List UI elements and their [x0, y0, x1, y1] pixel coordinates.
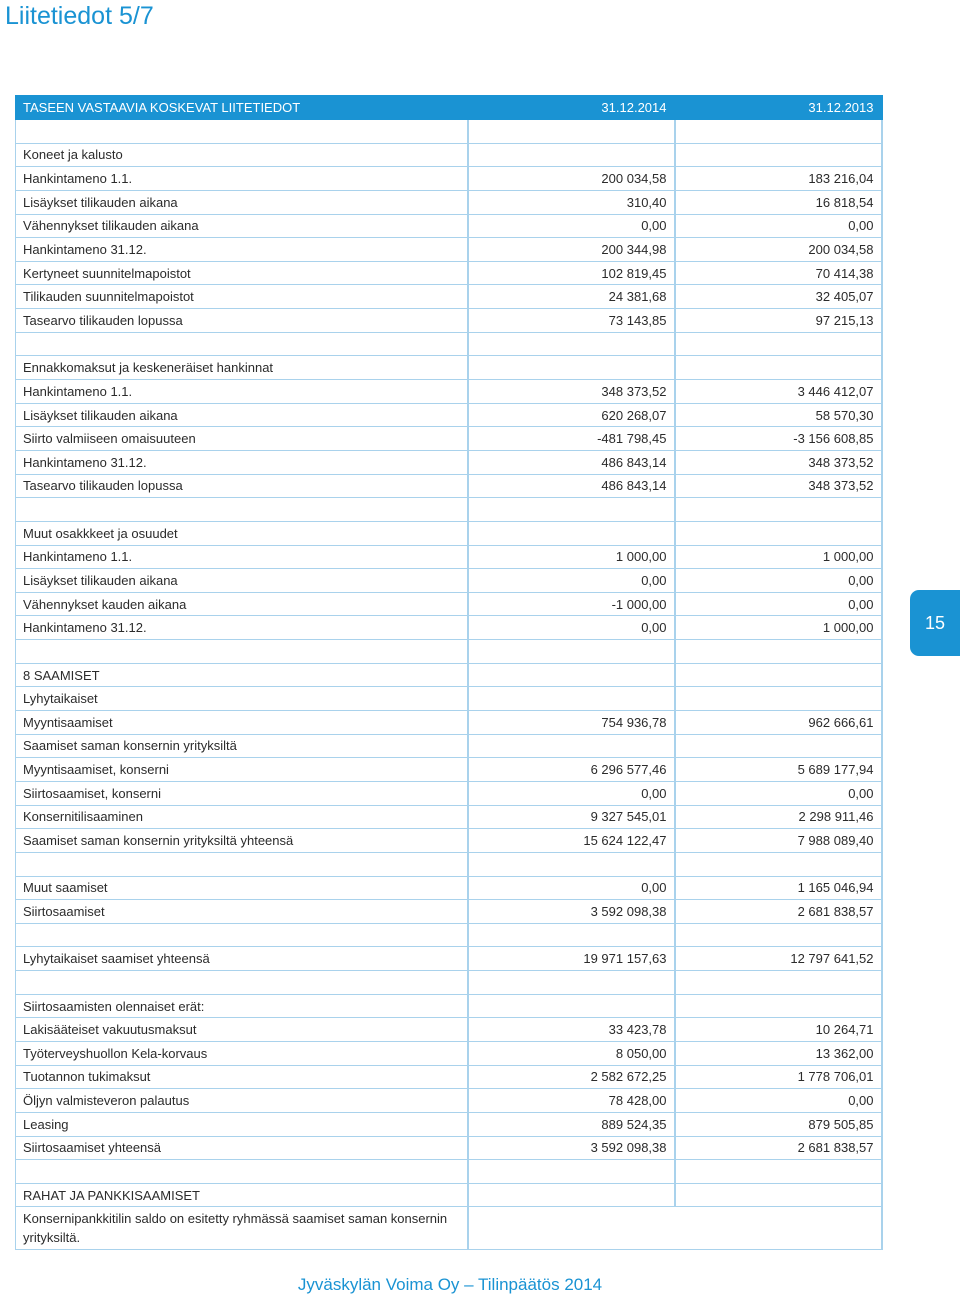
row-label — [16, 852, 468, 876]
value-2014 — [468, 852, 675, 876]
value-2013 — [675, 498, 882, 522]
header-title: TASEEN VASTAAVIA KOSKEVAT LIITETIEDOT — [16, 95, 468, 120]
table-row — [16, 852, 882, 876]
value-2013 — [675, 923, 882, 947]
table-row — [16, 545, 882, 569]
table-row — [16, 687, 882, 711]
value-2013: 0,00 — [675, 592, 882, 616]
value-2013: 0,00 — [675, 1089, 882, 1113]
table-row — [16, 734, 882, 758]
value-2014: 3 592 098,38 — [468, 1136, 675, 1160]
table-row — [16, 214, 882, 238]
value-2013: 1 000,00 — [675, 616, 882, 640]
value-2013: 70 414,38 — [675, 261, 882, 285]
value-2013: 10 264,71 — [675, 1018, 882, 1042]
value-2014: 486 843,14 — [468, 450, 675, 474]
table-row — [16, 947, 882, 971]
value-2014 — [468, 332, 675, 356]
value-2014: 15 624 122,47 — [468, 829, 675, 853]
value-2014: 0,00 — [468, 214, 675, 238]
row-label: Hankintameno 1.1. — [16, 380, 468, 404]
value-2014: 6 296 577,46 — [468, 758, 675, 782]
page-title: Liitetiedot 5/7 — [5, 2, 154, 30]
row-label — [16, 332, 468, 356]
table-row — [16, 663, 882, 687]
header-year-2014: 31.12.2014 — [468, 95, 675, 120]
row-label: Muut osakkkeet ja osuudet — [16, 521, 468, 545]
table-row — [16, 758, 882, 782]
value-2014: 1 000,00 — [468, 545, 675, 569]
row-label — [16, 640, 468, 664]
row-label — [16, 923, 468, 947]
row-label: Siirtosaamiset yhteensä — [16, 1136, 468, 1160]
value-2013 — [675, 521, 882, 545]
value-2013: 2 681 838,57 — [675, 900, 882, 924]
value-2013: 16 818,54 — [675, 190, 882, 214]
table-row — [16, 1183, 882, 1207]
value-2013 — [675, 971, 882, 995]
value-2013 — [675, 994, 882, 1018]
row-label: Hankintameno 1.1. — [16, 167, 468, 191]
value-2014: 78 428,00 — [468, 1089, 675, 1113]
value-2013 — [675, 852, 882, 876]
value-2014: 0,00 — [468, 781, 675, 805]
value-2013: -3 156 608,85 — [675, 427, 882, 451]
value-2013 — [675, 1160, 882, 1184]
table-row — [16, 1065, 882, 1089]
value-2014 — [468, 734, 675, 758]
row-label: Siirtosaamiset, konserni — [16, 781, 468, 805]
value-2014: 310,40 — [468, 190, 675, 214]
row-label — [16, 1160, 468, 1184]
value-2014 — [468, 971, 675, 995]
table-row — [16, 592, 882, 616]
value-2013: 32 405,07 — [675, 285, 882, 309]
value-2013: 200 034,58 — [675, 238, 882, 262]
value-2013: 183 216,04 — [675, 167, 882, 191]
table-row — [16, 1136, 882, 1160]
note-text: Konsernipankkitilin saldo on esitetty ryhmässä saamiset saman konsernin yrityksiltä. — [16, 1207, 468, 1250]
value-2014 — [468, 120, 675, 144]
note-row — [16, 1207, 882, 1250]
value-2014 — [468, 994, 675, 1018]
value-2014 — [468, 143, 675, 167]
table-row — [16, 332, 882, 356]
table-row — [16, 238, 882, 262]
value-2013 — [675, 663, 882, 687]
row-label: Työterveyshuollon Kela-korvaus — [16, 1041, 468, 1065]
table-row — [16, 616, 882, 640]
value-2014: 348 373,52 — [468, 380, 675, 404]
table-row — [16, 521, 882, 545]
table-row — [16, 569, 882, 593]
row-label: Tilikauden suunnitelmapoistot — [16, 285, 468, 309]
value-2013: 0,00 — [675, 214, 882, 238]
row-label: Lyhytaikaiset saamiset yhteensä — [16, 947, 468, 971]
row-label: RAHAT JA PANKKISAAMISET — [16, 1183, 468, 1207]
value-2013: 7 988 089,40 — [675, 829, 882, 853]
page-footer: Jyväskylän Voima Oy – Tilinpäätös 2014 — [297, 1275, 603, 1294]
value-2013: 348 373,52 — [675, 474, 882, 498]
table-row — [16, 403, 882, 427]
value-2014: 9 327 545,01 — [468, 805, 675, 829]
table-row — [16, 640, 882, 664]
table-row — [16, 781, 882, 805]
table-row — [16, 309, 882, 333]
row-label: Koneet ja kalusto — [16, 143, 468, 167]
value-2014 — [468, 1160, 675, 1184]
table-row — [16, 450, 882, 474]
row-label: Ennakkomaksut ja keskeneräiset hankinnat — [16, 356, 468, 380]
row-label: Hankintameno 31.12. — [16, 450, 468, 474]
table-row — [16, 427, 882, 451]
value-2014: 3 592 098,38 — [468, 900, 675, 924]
value-2013: 12 797 641,52 — [675, 947, 882, 971]
value-2013 — [675, 687, 882, 711]
row-label: Saamiset saman konsernin yrityksiltä yhteensä — [16, 829, 468, 853]
table-row — [16, 1112, 882, 1136]
value-2014: -1 000,00 — [468, 592, 675, 616]
table-row — [16, 1089, 882, 1113]
value-2013: 1 000,00 — [675, 545, 882, 569]
row-label: Hankintameno 31.12. — [16, 238, 468, 262]
row-label: Öljyn valmisteveron palautus — [16, 1089, 468, 1113]
row-label: Lisäykset tilikauden aikana — [16, 569, 468, 593]
table-row — [16, 143, 882, 167]
value-2013 — [675, 332, 882, 356]
row-label: Leasing — [16, 1112, 468, 1136]
table-row — [16, 380, 882, 404]
value-2013 — [675, 356, 882, 380]
row-label — [16, 498, 468, 522]
table-row — [16, 971, 882, 995]
table-row — [16, 261, 882, 285]
value-2014: 33 423,78 — [468, 1018, 675, 1042]
value-2014: 24 381,68 — [468, 285, 675, 309]
table-row — [16, 498, 882, 522]
table-row — [16, 923, 882, 947]
value-2014: 200 344,98 — [468, 238, 675, 262]
value-2014: 0,00 — [468, 616, 675, 640]
table-row — [16, 120, 882, 144]
value-2013 — [675, 734, 882, 758]
table-row — [16, 900, 882, 924]
value-2014 — [468, 521, 675, 545]
table-row — [16, 805, 882, 829]
value-2013 — [675, 640, 882, 664]
row-label: Vähennykset kauden aikana — [16, 592, 468, 616]
row-label: Hankintameno 31.12. — [16, 616, 468, 640]
value-2014 — [468, 498, 675, 522]
row-label: Myyntisaamiset, konserni — [16, 758, 468, 782]
value-2014: -481 798,45 — [468, 427, 675, 451]
row-label: Myyntisaamiset — [16, 711, 468, 735]
row-label: Tasearvo tilikauden lopussa — [16, 474, 468, 498]
value-2013: 5 689 177,94 — [675, 758, 882, 782]
table-row — [16, 876, 882, 900]
page-number-tab: 15 — [910, 590, 960, 656]
row-label: Siirtosaamisten olennaiset erät: — [16, 994, 468, 1018]
table-row — [16, 994, 882, 1018]
value-2013: 3 446 412,07 — [675, 380, 882, 404]
table-row — [16, 1018, 882, 1042]
row-label: Lyhytaikaiset — [16, 687, 468, 711]
value-2014: 8 050,00 — [468, 1041, 675, 1065]
value-2014: 486 843,14 — [468, 474, 675, 498]
value-2014: 754 936,78 — [468, 711, 675, 735]
value-2013: 1 778 706,01 — [675, 1065, 882, 1089]
row-label: Kertyneet suunnitelmapoistot — [16, 261, 468, 285]
row-label: Muut saamiset — [16, 876, 468, 900]
value-2013: 962 666,61 — [675, 711, 882, 735]
value-2013 — [675, 1183, 882, 1207]
row-label — [16, 971, 468, 995]
row-label: Hankintameno 1.1. — [16, 545, 468, 569]
row-label: Saamiset saman konsernin yrityksiltä — [16, 734, 468, 758]
table-row — [16, 356, 882, 380]
table-row — [16, 190, 882, 214]
table-header-row — [16, 95, 882, 120]
value-2013: 13 362,00 — [675, 1041, 882, 1065]
value-2014: 102 819,45 — [468, 261, 675, 285]
table-row — [16, 167, 882, 191]
row-label: Lisäykset tilikauden aikana — [16, 190, 468, 214]
value-2014: 0,00 — [468, 569, 675, 593]
value-2013 — [675, 120, 882, 144]
value-2013: 348 373,52 — [675, 450, 882, 474]
row-label: Tuotannon tukimaksut — [16, 1065, 468, 1089]
value-2014: 0,00 — [468, 876, 675, 900]
table-row — [16, 711, 882, 735]
row-label: Siirto valmiiseen omaisuuteen — [16, 427, 468, 451]
value-2014: 620 268,07 — [468, 403, 675, 427]
value-2013 — [675, 143, 882, 167]
row-label — [16, 120, 468, 144]
value-2014 — [468, 923, 675, 947]
value-2014: 2 582 672,25 — [468, 1065, 675, 1089]
table-row — [16, 474, 882, 498]
value-2014 — [468, 687, 675, 711]
row-label: Lakisääteiset vakuutusmaksut — [16, 1018, 468, 1042]
value-2014: 73 143,85 — [468, 309, 675, 333]
table-row — [16, 829, 882, 853]
table-row — [16, 1160, 882, 1184]
value-2013: 2 298 911,46 — [675, 805, 882, 829]
value-2013: 0,00 — [675, 569, 882, 593]
note-empty-cell — [468, 1207, 882, 1250]
value-2014 — [468, 663, 675, 687]
value-2014: 200 034,58 — [468, 167, 675, 191]
row-label: Lisäykset tilikauden aikana — [16, 403, 468, 427]
row-label: Tasearvo tilikauden lopussa — [16, 309, 468, 333]
value-2013: 97 215,13 — [675, 309, 882, 333]
row-label: Konsernitilisaaminen — [16, 805, 468, 829]
row-label: Siirtosaamiset — [16, 900, 468, 924]
value-2013: 1 165 046,94 — [675, 876, 882, 900]
value-2013: 879 505,85 — [675, 1112, 882, 1136]
row-label: Vähennykset tilikauden aikana — [16, 214, 468, 238]
header-year-2013: 31.12.2013 — [675, 95, 882, 120]
notes-table — [15, 95, 883, 1250]
row-label: 8 SAAMISET — [16, 663, 468, 687]
value-2014: 19 971 157,63 — [468, 947, 675, 971]
value-2014 — [468, 1183, 675, 1207]
value-2014 — [468, 640, 675, 664]
table-row — [16, 1041, 882, 1065]
value-2013: 58 570,30 — [675, 403, 882, 427]
value-2013: 0,00 — [675, 781, 882, 805]
table-row — [16, 285, 882, 309]
value-2013: 2 681 838,57 — [675, 1136, 882, 1160]
value-2014: 889 524,35 — [468, 1112, 675, 1136]
value-2014 — [468, 356, 675, 380]
